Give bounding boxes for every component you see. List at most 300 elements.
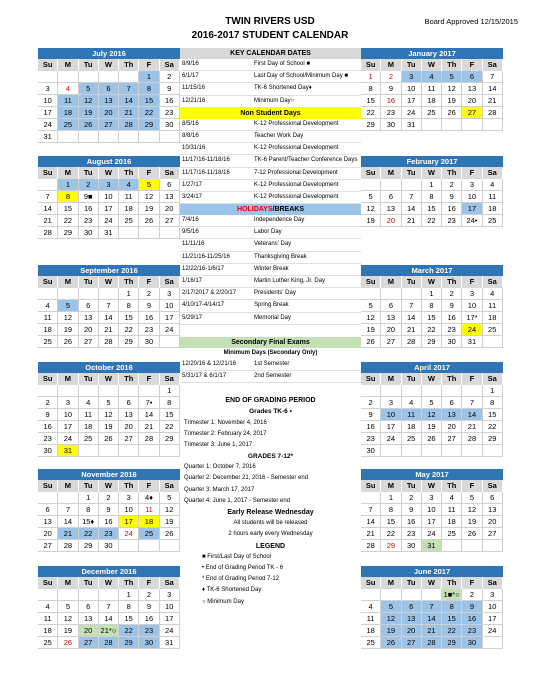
date-cell: 8/5/16	[182, 120, 199, 127]
day-cell: 13	[160, 191, 180, 203]
date-cell: 5/31/17 & 6/1/17	[182, 373, 227, 380]
day-cell: 7	[422, 601, 442, 613]
day-cell	[160, 445, 180, 457]
day-cell: 23	[361, 433, 381, 445]
day-cell: 5	[160, 492, 180, 504]
finals-title: Secondary Final Exams	[180, 337, 361, 348]
day-cell: 7	[402, 191, 422, 203]
day-cell: 3	[160, 288, 180, 300]
date-row	[180, 371, 361, 383]
date-cell: 9/5/16	[182, 229, 199, 236]
week-row	[38, 540, 180, 552]
day-cell: 31	[160, 637, 180, 649]
day-cell	[422, 385, 442, 397]
day-header: M	[381, 577, 401, 589]
day-cell: 27	[38, 540, 58, 552]
event-cell: 7-12 Professional Development	[254, 169, 338, 176]
day-cell: 14	[462, 409, 482, 421]
calendar-header	[0, 0, 540, 44]
day-cell	[442, 119, 462, 131]
week-row	[38, 504, 180, 516]
day-cell: 11	[483, 300, 503, 312]
day-cell: 27	[160, 215, 180, 227]
day-cell: 15	[160, 409, 180, 421]
month-title: March 2017	[361, 265, 503, 276]
day-cell: 20	[442, 421, 462, 433]
day-cell	[58, 288, 78, 300]
day-cell: 22	[79, 528, 99, 540]
day-cell: 6	[99, 83, 119, 95]
day-cell: 18	[442, 516, 462, 528]
date-row	[180, 96, 361, 108]
week-row	[38, 203, 180, 215]
day-cell: 16	[462, 613, 482, 625]
day-cell: 24	[381, 433, 401, 445]
day-cell: 24	[58, 433, 78, 445]
event-cell: K-12 Professional Development	[254, 120, 339, 127]
day-cell: 25	[119, 215, 139, 227]
day-cell: 5	[442, 71, 462, 83]
day-cell: 6	[38, 504, 58, 516]
event-cell: Presidents' Day	[254, 290, 296, 297]
day-header: F	[139, 59, 159, 71]
day-cell	[402, 179, 422, 191]
day-cell: 2	[462, 589, 482, 601]
date-row	[180, 300, 361, 312]
day-cell	[442, 385, 462, 397]
day-cell: 5	[139, 179, 159, 191]
day-cell: 22	[119, 324, 139, 336]
day-cell: 21	[483, 95, 503, 107]
day-cell: 27	[381, 336, 401, 348]
day-cell: 12	[58, 312, 78, 324]
day-cell: 19	[462, 516, 482, 528]
day-cell: 10	[160, 300, 180, 312]
legend-item: * End of Grading Period 7-12	[202, 576, 280, 583]
day-cell: 5	[422, 397, 442, 409]
day-cell: 11	[58, 95, 78, 107]
day-cell: 9	[442, 300, 462, 312]
day-cell: 17*	[462, 312, 482, 324]
date-cell: 8/8/16	[182, 132, 199, 139]
day-cell: 29	[160, 433, 180, 445]
day-cell	[38, 179, 58, 191]
day-cell: 3	[38, 83, 58, 95]
day-cell	[58, 131, 78, 143]
day-header: Su	[38, 577, 58, 589]
day-cell: 1■*○	[442, 589, 462, 601]
day-header: Su	[361, 373, 381, 385]
day-cell: 21	[119, 107, 139, 119]
date-row	[180, 180, 361, 192]
key-dates-title: KEY CALENDAR DATES	[180, 48, 361, 59]
day-cell: 14	[58, 516, 78, 528]
event-cell: 2nd Semester	[254, 373, 292, 380]
month-december-2016	[38, 566, 180, 649]
legend-item: ♦ TK-6 Shortened Day	[202, 587, 262, 594]
day-cell	[361, 179, 381, 191]
week-row	[38, 131, 180, 143]
day-cell	[462, 445, 482, 457]
day-header: M	[58, 59, 78, 71]
week-row	[38, 637, 180, 649]
event-cell: 1st Semester	[254, 360, 290, 367]
day-cell: 10	[38, 95, 58, 107]
day-cell	[483, 445, 503, 457]
date-cell: 11/21/16-11/25/16	[182, 253, 230, 260]
day-cell: 23	[381, 107, 401, 119]
day-cell: 29	[79, 540, 99, 552]
day-header: Sa	[160, 59, 180, 71]
day-cell: 2	[402, 492, 422, 504]
district-title: TWIN RIVERS USD	[225, 16, 315, 27]
day-cell: 21	[139, 421, 159, 433]
day-cell: 1	[119, 589, 139, 601]
day-cell	[99, 288, 119, 300]
day-header: Th	[442, 167, 462, 179]
day-cell: 6	[79, 601, 99, 613]
day-cell: 5	[58, 300, 78, 312]
day-cell: 19	[58, 625, 78, 637]
day-cell: 10	[462, 300, 482, 312]
day-cell: 4	[483, 288, 503, 300]
date-row	[180, 288, 361, 300]
day-cell: 25	[402, 433, 422, 445]
day-cell: 9	[99, 504, 119, 516]
day-cell: 8	[119, 601, 139, 613]
date-row	[180, 155, 361, 167]
day-cell: 26	[442, 107, 462, 119]
day-cell	[483, 119, 503, 131]
day-cell: 3	[462, 288, 482, 300]
day-cell: 12	[58, 613, 78, 625]
day-cell: 14	[483, 83, 503, 95]
day-header: Th	[442, 480, 462, 492]
event-cell: Teacher Work Day	[254, 132, 304, 139]
day-cell: 1	[361, 71, 381, 83]
day-cell: 28	[361, 540, 381, 552]
day-cell: 7	[462, 397, 482, 409]
day-cell: 9	[462, 601, 482, 613]
day-cell: 23	[462, 625, 482, 637]
early-release-line: All students will be released	[233, 520, 308, 527]
day-cell: 24	[462, 324, 482, 336]
day-header: W	[422, 373, 442, 385]
event-cell: K-12 Professional Development	[254, 181, 339, 188]
day-cell: 10	[119, 504, 139, 516]
month-february-2017	[361, 156, 503, 227]
day-cell	[442, 445, 462, 457]
day-header: M	[58, 480, 78, 492]
day-cell: 15	[381, 516, 401, 528]
day-cell: 18	[139, 516, 159, 528]
day-header: Tu	[79, 276, 99, 288]
day-header: Su	[38, 276, 58, 288]
day-cell: 23	[442, 215, 462, 227]
day-cell: 20	[79, 324, 99, 336]
day-header-row	[361, 373, 503, 385]
date-row	[180, 71, 361, 83]
day-cell: 28	[99, 336, 119, 348]
day-cell: 17	[422, 516, 442, 528]
date-cell: 12/22/16-1/6/17	[182, 265, 225, 272]
week-row	[361, 336, 503, 348]
day-cell: 10	[462, 191, 482, 203]
day-cell: 28	[99, 637, 119, 649]
day-header: Th	[442, 59, 462, 71]
event-cell: Memorial Day	[254, 314, 292, 321]
day-header: W	[99, 59, 119, 71]
day-cell: 13	[483, 504, 503, 516]
week-row	[38, 601, 180, 613]
day-cell	[462, 540, 482, 552]
day-cell: 11	[422, 83, 442, 95]
day-cell: 13	[402, 613, 422, 625]
quarter-line: Quarter 1: October 7, 2016	[184, 464, 256, 471]
day-cell	[160, 131, 180, 143]
day-header: Sa	[160, 373, 180, 385]
day-header: Su	[361, 480, 381, 492]
week-row	[361, 637, 503, 649]
day-cell: 17	[381, 421, 401, 433]
day-cell: 14	[361, 516, 381, 528]
day-cell: 24	[160, 625, 180, 637]
legend-item: ○ Minimum Day	[202, 598, 244, 605]
day-cell: 14	[99, 613, 119, 625]
day-cell: 22	[483, 421, 503, 433]
calendar-title: 2016-2017 STUDENT CALENDAR	[191, 30, 349, 41]
day-cell: 22	[160, 421, 180, 433]
date-row	[180, 192, 361, 204]
day-header: Su	[361, 59, 381, 71]
day-cell: 17	[38, 107, 58, 119]
event-cell: Independence Day	[254, 217, 305, 224]
day-header: Th	[119, 59, 139, 71]
day-cell	[160, 227, 180, 239]
day-header: Su	[38, 59, 58, 71]
day-cell: 23	[402, 528, 422, 540]
date-row	[180, 59, 361, 71]
day-header: Th	[442, 577, 462, 589]
day-cell: 10	[381, 409, 401, 421]
day-cell: 1	[79, 492, 99, 504]
month-title: June 2017	[361, 566, 503, 577]
day-cell: 15	[483, 409, 503, 421]
board-approved-note: Board Approved 12/15/2015	[424, 17, 518, 26]
day-cell: 6	[402, 601, 422, 613]
day-cell: 22	[119, 625, 139, 637]
day-cell	[381, 385, 401, 397]
day-cell: 25	[38, 336, 58, 348]
day-cell: 6	[79, 300, 99, 312]
day-cell: 23	[139, 324, 159, 336]
day-header: Th	[442, 373, 462, 385]
day-header: M	[381, 276, 401, 288]
early-release-line: 2 hours early every Wednesday	[228, 531, 313, 538]
day-cell: 24•	[462, 215, 482, 227]
week-row	[38, 107, 180, 119]
day-cell: 27	[442, 433, 462, 445]
day-cell	[160, 336, 180, 348]
day-cell: 30	[160, 119, 180, 131]
day-cell	[422, 119, 442, 131]
day-cell: 26	[58, 336, 78, 348]
day-cell: 15	[119, 312, 139, 324]
day-cell: 1	[422, 179, 442, 191]
day-cell: 3	[160, 589, 180, 601]
day-cell: 10	[422, 504, 442, 516]
day-cell	[58, 385, 78, 397]
day-cell: 20	[38, 528, 58, 540]
week-row	[38, 613, 180, 625]
day-cell: 8	[483, 397, 503, 409]
day-cell	[160, 540, 180, 552]
day-header-row	[38, 577, 180, 589]
day-cell: 21	[402, 324, 422, 336]
week-row	[38, 215, 180, 227]
day-cell: 22	[361, 107, 381, 119]
day-cell	[422, 445, 442, 457]
month-august-2016	[38, 156, 180, 239]
week-row	[361, 179, 503, 191]
day-cell: 13	[119, 409, 139, 421]
day-cell: 13	[381, 312, 401, 324]
day-cell: 15	[442, 613, 462, 625]
day-cell: 28	[402, 336, 422, 348]
day-cell: 17	[402, 95, 422, 107]
event-cell: Spring Break	[254, 302, 289, 309]
day-header: W	[422, 167, 442, 179]
day-cell: 8	[58, 191, 78, 203]
date-row	[180, 83, 361, 95]
month-november-2016	[38, 469, 180, 552]
day-cell: 15	[361, 95, 381, 107]
day-cell: 7	[99, 300, 119, 312]
day-cell: 14	[422, 613, 442, 625]
day-cell: 8	[361, 83, 381, 95]
day-cell: 5	[79, 83, 99, 95]
week-row	[361, 385, 503, 397]
day-header: Su	[361, 167, 381, 179]
day-cell: 19	[422, 421, 442, 433]
day-cell	[99, 589, 119, 601]
month-title: October 2016	[38, 362, 180, 373]
week-row	[38, 95, 180, 107]
day-cell: 7	[361, 504, 381, 516]
day-cell: 25	[38, 637, 58, 649]
day-cell: 6	[381, 191, 401, 203]
day-cell: 17	[119, 516, 139, 528]
day-cell: 22	[58, 215, 78, 227]
day-cell: 17	[462, 203, 482, 215]
day-cell: 15	[422, 312, 442, 324]
day-cell: 2	[79, 179, 99, 191]
week-row	[361, 601, 503, 613]
day-header: W	[99, 276, 119, 288]
day-cell: 26	[79, 119, 99, 131]
week-row	[38, 625, 180, 637]
day-cell: 16	[38, 421, 58, 433]
day-cell: 25	[442, 528, 462, 540]
week-row	[361, 409, 503, 421]
date-cell: 6/1/17	[182, 73, 199, 80]
day-cell: 2	[442, 179, 462, 191]
day-cell: 3	[402, 71, 422, 83]
day-header: Su	[38, 480, 58, 492]
day-cell: 23	[442, 324, 462, 336]
day-cell: 31	[58, 445, 78, 457]
day-cell: 2	[139, 288, 159, 300]
date-cell: 5/29/17	[182, 314, 203, 321]
day-cell: 24	[38, 119, 58, 131]
day-header: Th	[119, 480, 139, 492]
month-title: April 2017	[361, 362, 503, 373]
day-cell: 3	[119, 492, 139, 504]
day-cell: 16	[402, 516, 422, 528]
day-cell: 25	[483, 215, 503, 227]
day-cell: 21	[58, 528, 78, 540]
day-header: W	[422, 480, 442, 492]
day-cell	[99, 131, 119, 143]
week-row	[361, 625, 503, 637]
date-cell: 11/17/16-11/18/16	[182, 157, 230, 164]
day-cell: 13	[381, 203, 401, 215]
day-cell: 25	[79, 433, 99, 445]
day-header: M	[381, 167, 401, 179]
date-row	[180, 276, 361, 288]
day-cell: 6	[160, 179, 180, 191]
day-header: W	[99, 480, 119, 492]
trimester-line: Trimester 2: February 24, 2017	[184, 430, 267, 437]
day-cell: 27	[79, 637, 99, 649]
month-title: July 2016	[38, 48, 180, 59]
week-row	[361, 288, 503, 300]
day-cell: 16	[139, 613, 159, 625]
day-cell: 1	[483, 385, 503, 397]
week-row	[38, 492, 180, 504]
day-cell	[99, 445, 119, 457]
week-row	[38, 421, 180, 433]
day-cell: 25	[483, 324, 503, 336]
week-row	[38, 324, 180, 336]
week-row	[38, 227, 180, 239]
day-header: Tu	[402, 480, 422, 492]
date-cell: 7/4/16	[182, 217, 199, 224]
day-header: Sa	[483, 59, 503, 71]
event-cell: Last Day of School/Minimum Day ■	[254, 73, 348, 80]
day-cell: 4	[58, 83, 78, 95]
day-cell: 1	[422, 288, 442, 300]
day-cell: 4	[442, 492, 462, 504]
day-cell	[38, 385, 58, 397]
day-cell: 28	[119, 119, 139, 131]
day-cell: 4♦	[139, 492, 159, 504]
week-row	[361, 119, 503, 131]
day-cell: 14	[119, 95, 139, 107]
day-cell	[139, 445, 159, 457]
event-cell: K-12 Professional Development	[254, 145, 339, 152]
day-header: M	[381, 373, 401, 385]
day-header-row	[361, 59, 503, 71]
day-cell: 13	[99, 95, 119, 107]
day-header-row	[38, 59, 180, 71]
week-row	[361, 203, 503, 215]
day-cell: 2	[160, 71, 180, 83]
day-cell: 3	[483, 589, 503, 601]
day-cell: 18	[483, 203, 503, 215]
day-cell: 29	[442, 637, 462, 649]
day-cell	[402, 288, 422, 300]
